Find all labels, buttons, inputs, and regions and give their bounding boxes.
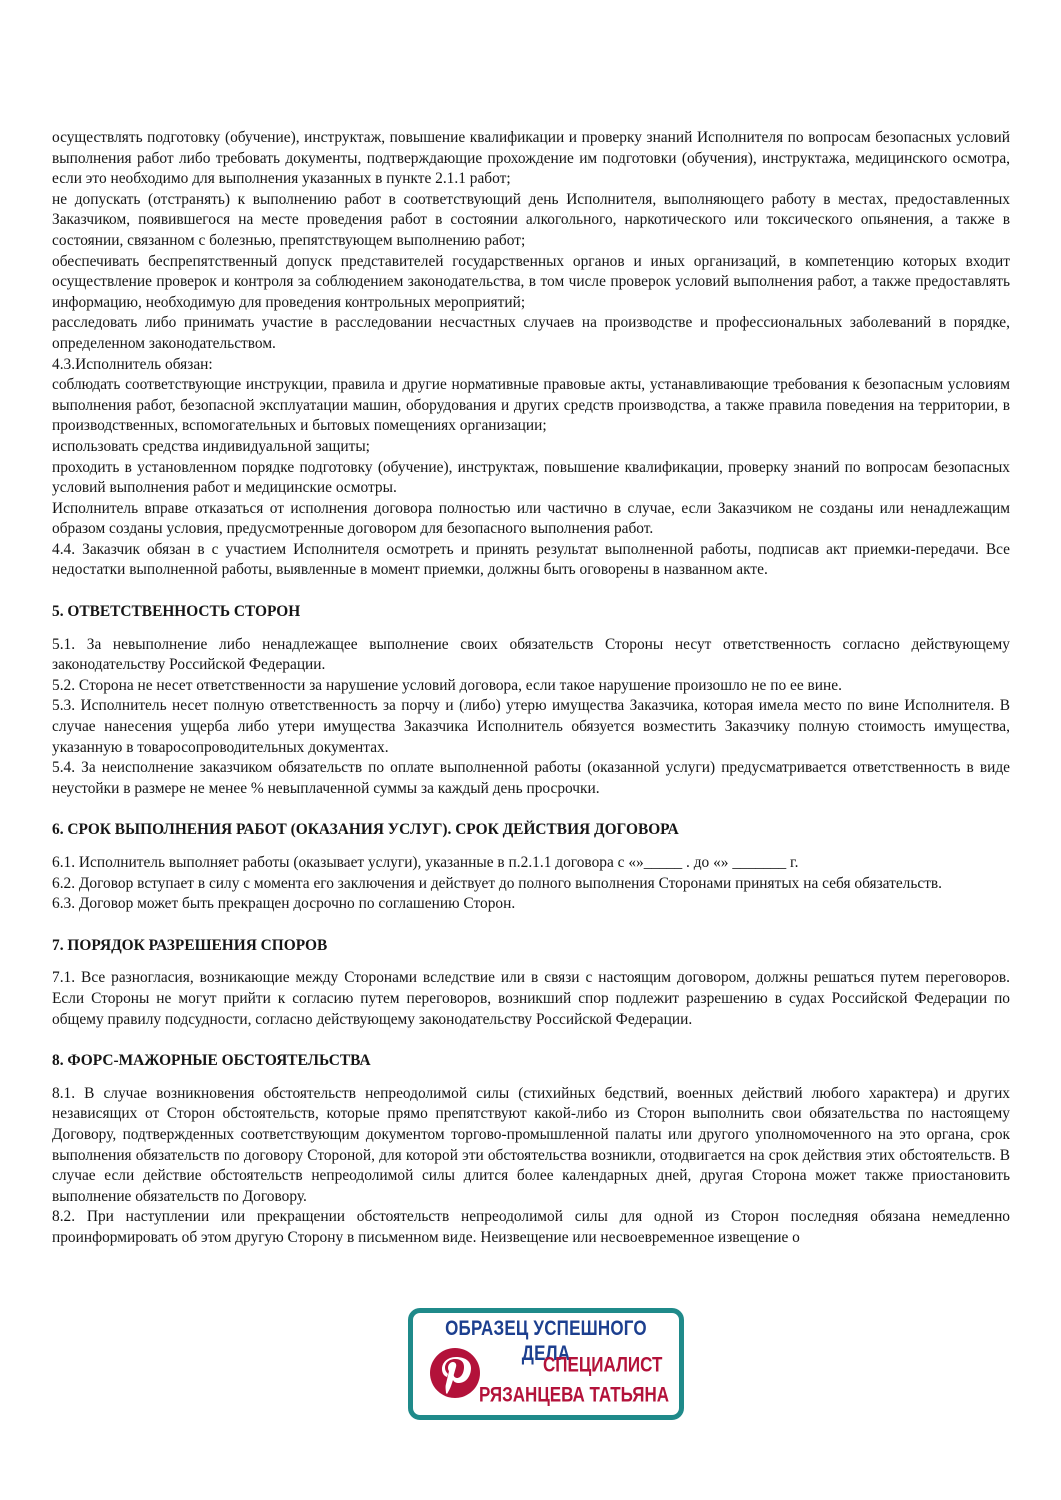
paragraph: 6.1. Исполнитель выполняет работы (оказывает услуги), указанные в п.2.1.1 договора с «»_____ . до «» _______ г.	[52, 854, 799, 871]
paragraph: 5.2. Сторона не несет ответственности за нарушение условий договора, если такое нарушение произошло не по ее вине.	[52, 676, 842, 694]
paragraph: 8.2. При наступлении или прекращении обстоятельств непреодолимой силы для одной из Сторон последняя обязана немедленно проинформировать об этом другую Сторону в письменном виде. Неизвещение или несвоевременное извещение о	[52, 1208, 1010, 1246]
section-heading-5: 5. ОТВЕТСТВЕННОСТЬ СТОРОН	[52, 603, 301, 621]
paragraph: проходить в установленном порядке подготовку (обучение), инструктаж, повышение квалификации, проверку знаний по вопросам безопасных условий выполнения работ и медицинские осмотры.	[52, 458, 1010, 497]
paragraph: расследовать либо принимать участие в расследовании несчастных случаев на производстве и профессиональных заболеваний в порядке, определенном законодательством.	[52, 314, 1010, 352]
section-heading-8: 8. ФОРС-МАЖОРНЫЕ ОБСТОЯТЕЛЬСТВА	[52, 1052, 371, 1070]
logo-author: РЯЗАНЦЕВА ТАТЬЯНА	[479, 1382, 669, 1407]
section-heading-7: 7. ПОРЯДОК РАЗРЕШЕНИЯ СПОРОВ	[52, 936, 328, 954]
paragraph: 4.4. Заказчик обязан в с участием Исполнителя осмотреть и принять результат выполненной работы, подписав акт приемки-передачи. Все недостатки выполненной работы, выявленные в момент приемки, должны быть оговорены в названном акте.	[52, 540, 1010, 579]
document-body	[52, 128, 1010, 1249]
paragraph: 6.2. Договор вступает в силу с момента его заключения и действует до полного выполнения Сторонами принятых на себя обязательств.	[52, 874, 943, 892]
logo-title: ОБРАЗЕЦ УСПЕШНОГО ДЕЛА	[445, 1316, 647, 1365]
paragraph: не допускать (отстранять) к выполнению работ в соответствующий день Исполнителя, выполняющего работу в местах, предоставленных Заказчиком, появившегося на месте проведения работ в состоянии алкогольного, наркотического или токсического опьянения, а также в состоянии, связанном с болезнью, препятствующем выполнению работ;	[52, 190, 1010, 249]
section-heading-6: 6. СРОК ВЫПОЛНЕНИЯ РАБОТ (ОКАЗАНИЯ УСЛУГ). СРОК ДЕЙСТВИЯ ДОГОВОРА	[52, 821, 679, 839]
paragraph: Исполнитель вправе отказаться от исполнения договора полностью или частично в случае, если Заказчиком не созданы или ненадлежащим образом созданы условия, предусмотренные договором для безопасного выполнения работ.	[52, 499, 1010, 538]
paragraph: 5.1. За невыполнение либо ненадлежащее выполнение своих обязательств Стороны несут ответственность согласно действующему законодательству Российской Федерации.	[52, 635, 1010, 674]
paragraph: обеспечивать беспрепятственный допуск представителей государственных органов и иных организаций, в компетенцию которых входит осуществление проверок и контроля за соблюдением законодательства, в том числе проверок условий выполнения работ, а также предоставлять информацию, необходимую для проведения контрольных мероприятий;	[52, 252, 1010, 311]
paragraph: 5.4. За неисполнение заказчиком обязательств по оплате выполненной работы (оказанной услуги) предусматривается ответственность в виде неустойки в размере не менее % невыплаченной суммы за каждый день просрочки.	[52, 759, 1010, 797]
paragraph: осуществлять подготовку (обучение), инструктаж, повышение квалификации и проверку знаний Исполнителя по вопросам безопасных условий выполнения работ либо требовать документы, подтверждающие прохождение им подготовки (обучения), инструктажа, медицинского осмотра, если это необходимо для выполнения указанных в пункте 2.1.1 работ;	[52, 129, 1010, 188]
watermark-logo	[408, 1308, 684, 1420]
paragraph: 7.1. Все разногласия, возникающие между Сторонами вследствие или в связи с настоящим договором, должны решаться путем переговоров. Если Стороны не могут прийти к согласию путем переговоров, возникший спор подлежит разрешению в судах Российской Федерации по общему правилу подсудности, согласно действующему законодательству Российской Федерации.	[52, 969, 1010, 1028]
paragraph: 8.1. В случае возникновения обстоятельств непреодолимой силы (стихийных бедствий, военных действий любого характера) и других независящих от Сторон обстоятельств, которые прямо препятствуют какой-либо из Сторон выполнить свои обязательства по настоящему Договору, подтвержденных соответствующим документом торгово-промышленной палаты или другого уполномоченного на это органа, срок выполнения обязательств по договору Стороной, для которой эти обстоятельства возникли, отодвигается на срок действия этих обстоятельств. В случае если действие обстоятельств непреодолимой силы длится более календарных дней, другая Сторона может также приостановить выполнение обязательств по Договору.	[52, 1084, 1010, 1205]
logo-subtitle: СПЕЦИАЛИСТ	[543, 1352, 663, 1377]
paragraph: 5.3. Исполнитель несет полную ответственность за порчу и (либо) утерю имущества Заказчика, которая имела место по вине Исполнителя. В случае нанесения ущерба либо утери имущества Заказчика Исполнитель обязуется возместить Заказчику полную стоимость имущества, указанную в товаросопроводительных документах.	[52, 697, 1010, 756]
paragraph: соблюдать соответствующие инструкции, правила и другие нормативные правовые акты, устанавливающие требования к безопасным условиям выполнения работ, безопасной эксплуатации машин, оборудования и других средств производства, а также правила поведения на территории, в производственных, вспомогательных и бытовых помещениях организации;	[52, 376, 1010, 435]
paragraph: использовать средства индивидуальной защиты;	[52, 437, 370, 455]
paragraph: 6.3. Договор может быть прекращен досрочно по соглашению Сторон.	[52, 895, 516, 913]
pinterest-icon	[429, 1347, 481, 1399]
paragraph: 4.3.Исполнитель обязан:	[52, 355, 213, 373]
